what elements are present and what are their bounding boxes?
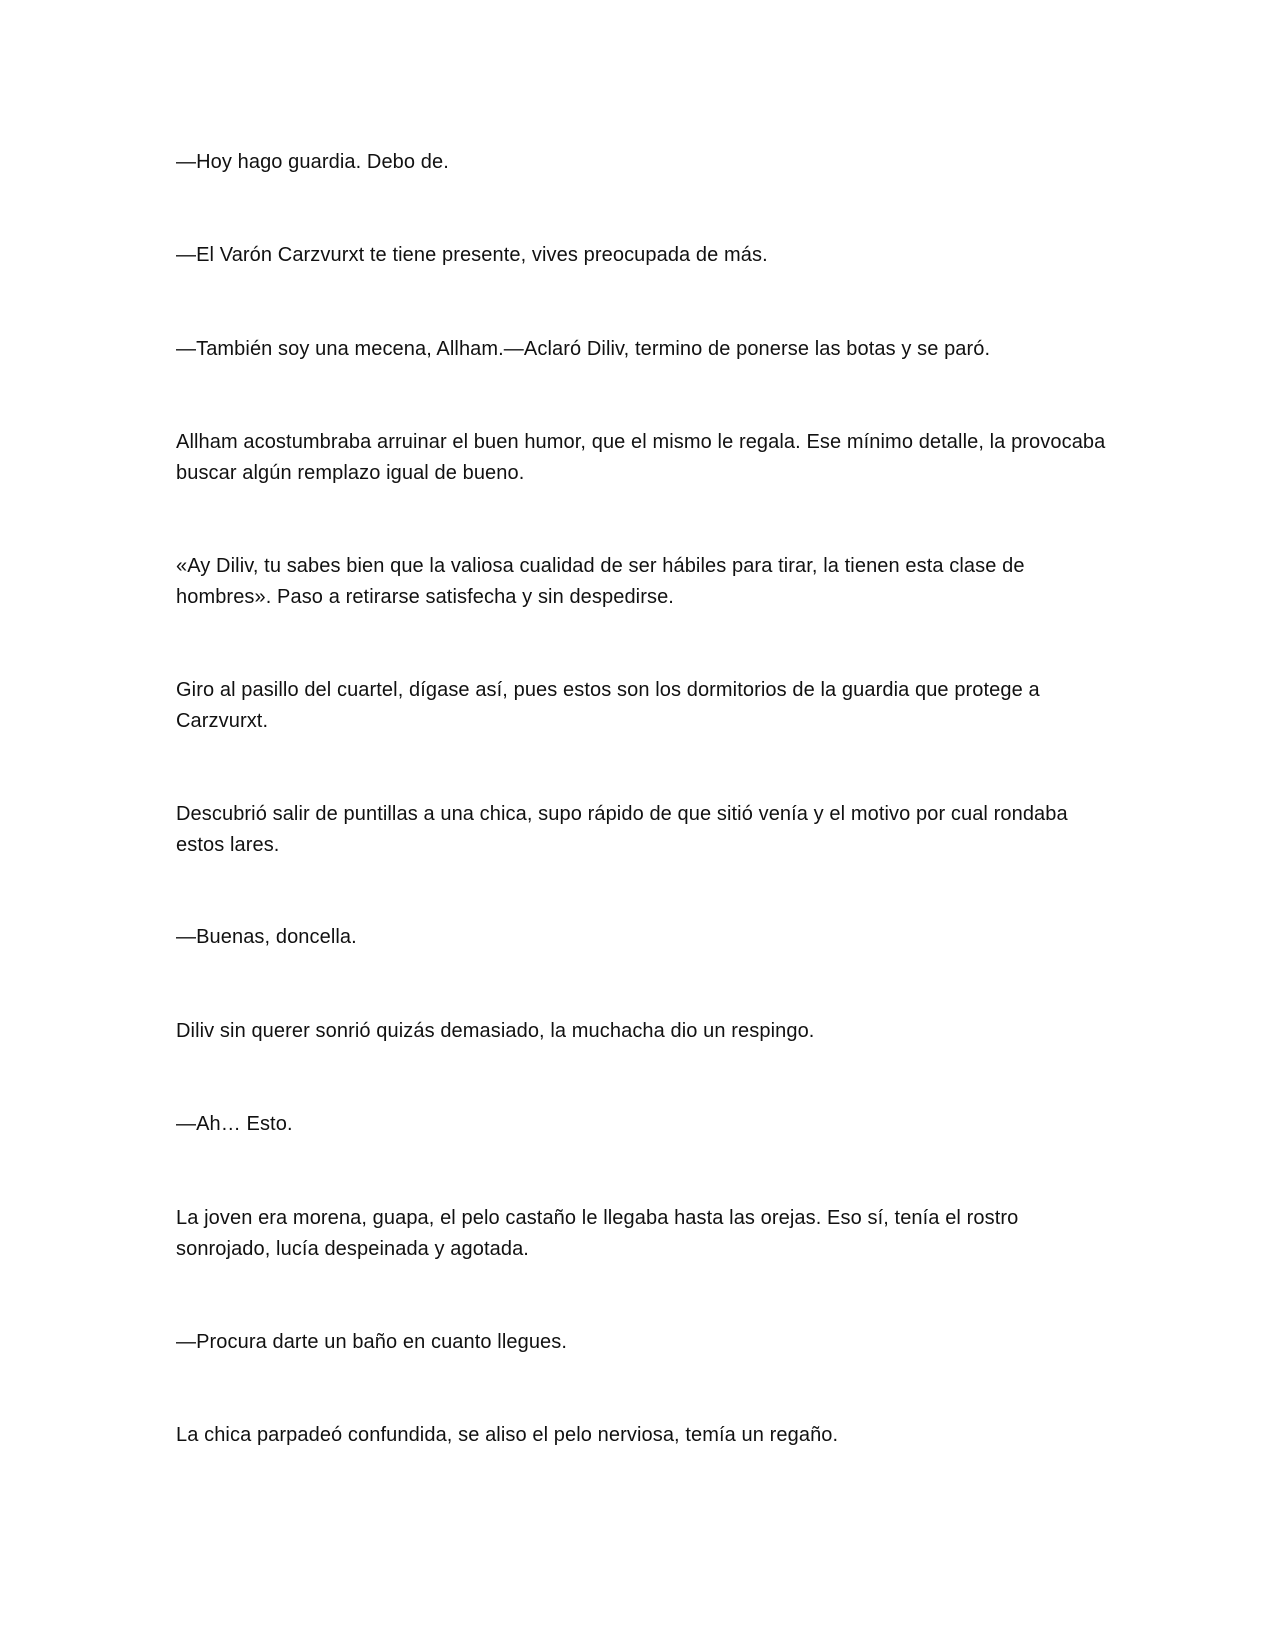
paragraph: —También soy una mecena, Allham.—Aclaró Diliv, termino de ponerse las botas y se paró. bbox=[176, 338, 991, 360]
paragraph: Descubrió salir de puntillas a una chica, supo rápido de que sitió venía y el motivo por cual rondaba estos lares. bbox=[176, 803, 1068, 856]
paragraph: —Hoy hago guardia. Debo de. bbox=[176, 151, 449, 173]
paragraph: —Procura darte un baño en cuanto llegues. bbox=[176, 1331, 568, 1353]
paragraph: Diliv sin querer sonrió quizás demasiado, la muchacha dio un respingo. bbox=[176, 1020, 815, 1042]
paragraph: —El Varón Carzvurxt te tiene presente, vives preocupada de más. bbox=[176, 244, 768, 266]
paragraph: Giro al pasillo del cuartel, dígase así, pues estos son los dormitorios de la guardia que protege a Carzvurxt. bbox=[176, 679, 1040, 732]
paragraph: «Ay Diliv, tu sabes bien que la valiosa cualidad de ser hábiles para tirar, la tienen esta clase de hombres». Paso a retirarse satisfecha y sin despedirse. bbox=[176, 555, 1025, 608]
paragraph: —Ah… Esto. bbox=[176, 1113, 293, 1135]
paragraph: La chica parpadeó confundida, se aliso el pelo nerviosa, temía un regaño. bbox=[176, 1424, 839, 1446]
paragraph: Allham acostumbraba arruinar el buen humor, que el mismo le regala. Ese mínimo detalle, la provocaba buscar algún remplazo igual de bueno. bbox=[176, 431, 1106, 484]
paragraph: La joven era morena, guapa, el pelo castaño le llegaba hasta las orejas. Eso sí, tenía el rostro sonrojado, lucía despeinada y agotada. bbox=[176, 1207, 1019, 1260]
paragraph: —Buenas, doncella. bbox=[176, 926, 357, 948]
